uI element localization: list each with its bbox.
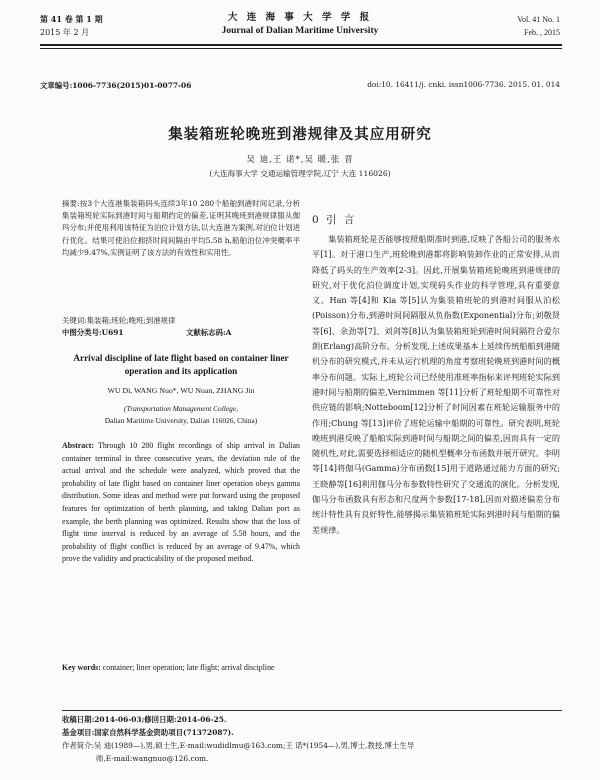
affiliation-en-line2: Dalian Maritime University, Dalian 116026, China): [104, 416, 258, 425]
fund-info: 基金项目:国家自然科学基金资助项目(71372087).: [62, 728, 234, 737]
keywords-en-text: container; liner operation; late flight; arrival discipline: [102, 663, 275, 672]
volume-issue-cn: 第 41 卷 第 1 期: [40, 14, 103, 24]
volume-issue-en: Vol. 41 No. 1: [517, 15, 560, 24]
article-number: 文章编号:1006-7736(2015)01-0077-06: [40, 81, 192, 90]
author-bio-cont: 师,E-mail:wangnuo@126.com.: [96, 754, 209, 763]
clc-number: 中图分类号:U691: [62, 328, 124, 337]
introduction-body: 集装箱班轮是否能够按照船期准时到港,反映了各船公司的服务水平[1]。对于港口生产,班轮晚到港都将影响装卸作业的正常安排,从而降低了码头的生产效率[2-3]。因此,开展集装箱班轮晚班到港规律的研究,对于优化泊位调度计划,实现码头作业的科学管理,具有重要意义。Han 等[4]和 Kia 等[5]认为集装箱班轮的到港时间服从泊松(Poisson)分布,到港时间间隔服从负指数(Exponential)分布;刘敬贤等[6]、余劲等[7]、刘剑等[8]认为集装箱班轮到港时间间隔符合爱尔朗(Erlang)高阶分布。分析发现,上述成果基本上延续传统船舶到港随机分布的研究模式,并未从运行机理的角度考察班轮晚班到港时间的概率分布问题。实际上,班轮公司已经使用准班率指标来评判班轮实际到港时间与船期的偏差,Vernimmen 等[11]分析了班轮船期不可靠性对供应链的影响;Notteboom[12]分析了时间因素在班轮运输服务中的作用;Chung 等[13]评价了班轮运输中船期的可靠性。研究表明,班轮晚班到港反映了船舶实际到港时间与船期之间的偏差,因而具有一定的随机性,对此,需要选择相适应的随机型概率分布函数并展开研究。李明等[14]将伽马(Gamma)分布函数[15]用于道路通过能力方面的研究;王晓静等[16]利用伽马分布参数特性研究了交通流的演化。分析发现,伽马分布函数具有形态和尺度两个参数[17-18],因而对描述偏差分布统计特性具有良好特性,能够揭示集装箱班轮实际到港时间与船期的偏差规律。: [312, 234, 560, 535]
author-bio: 作者简介:吴 迪(1989—),男,硕士生,E-mail:wudidlmu@163.com;王 诺*(1954—),男,博士,教授,博士生导: [62, 741, 415, 750]
date-en: Feb. , 2015: [524, 28, 560, 37]
document-code: 文献标志码:A: [186, 328, 232, 337]
journal-title-en: Journal of Dalian Maritime University: [221, 26, 379, 36]
footnote-rule: [62, 710, 562, 711]
abstract-en-label: Abstract:: [62, 441, 94, 450]
affiliation-en-line1: (Transportation Management College,: [124, 404, 238, 413]
keywords-cn: 关键词:集装箱;班轮;晚班;到港规律: [62, 316, 176, 325]
authors-cn: 吴 迪,王 诺*,吴 暖,张 晋: [246, 155, 354, 165]
header-rule: [40, 44, 562, 46]
date-cn: 2015 年 2 月: [40, 28, 90, 37]
keywords-en-label: Key words:: [62, 663, 101, 672]
abstract-en-text: Through 10 280 flight recordings of ship arrival in Dalian container terminal in three consecutive years, the deviation rule of the actual arrival and the schedule were analyzed, which proved that the probability of late flight based on container liner operation obeys gamma distribution. Some ideas and method were put forward using the proposed features for optimization of berth planning, and taking Dalian port as example, the berth planning was optimized. Results show that the loss of flight time interval is reduced by an average of 5.58 hours, and the probability of flight conflict is reduced by an average of 9.47%, which prove the validity and practicability of the proposed method.: [62, 441, 300, 564]
authors-en: WU Di, WANG Nuo*, WU Nuan, ZHANG Jin: [107, 386, 255, 395]
doi: doi:10. 16411/j. cnki. issn1006-7736. 2015. 01. 014: [367, 80, 560, 89]
header-rule-thin: [40, 48, 562, 49]
received-date: 收稿日期:2014-06-03;修回日期:2014-06-25.: [62, 715, 227, 724]
keywords-en: [62, 662, 300, 675]
paper-title-en: Arrival discipline of late flight based on container liner operation and its application: [73, 353, 289, 376]
abstract-cn: 摘要:按3个大连港集装箱码头连续3年10 280个船舶到港时间记录,分析集装箱班轮实际到港时间与船期约定的偏差,证明其晚班到港规律服从伽玛分布;并使用利用该特征为泊位计划方法,以大连港为案例,对泊位计划进行优化。结果可使泊位拥挤时间间隔由平均5.58 h,船舶泊位冲突概率平均减少9.47%,实例证明了该方法的有效性和实用性。: [62, 199, 300, 257]
section-heading-introduction: 0 引 言: [312, 214, 357, 226]
affiliation-cn: (大连海事大学 交通运输管理学院,辽宁 大连 116026): [209, 169, 391, 178]
journal-title-cn: 大 连 海 事 大 学 学 报: [227, 12, 373, 23]
paper-title-cn: 集装箱班轮晚班到港规律及其应用研究: [168, 126, 432, 143]
abstract-en: [62, 440, 300, 566]
